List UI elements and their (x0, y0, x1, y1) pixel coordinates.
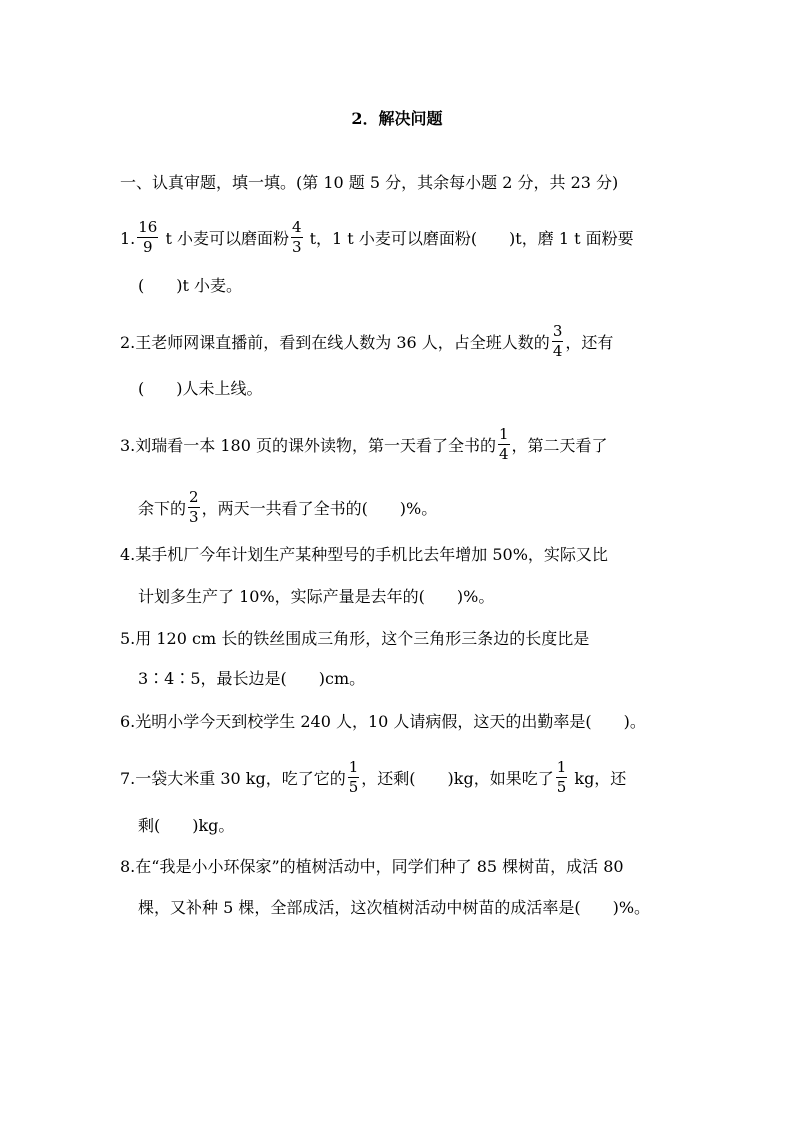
q7-text-b: ，还剩( )kg，如果吃了 (361, 769, 554, 788)
q2-fraction-denominator: 4 (552, 342, 563, 360)
question-5-line-1: 5.用 120 cm 长的铁丝围成三角形，这个三角形三条边的长度比是 (120, 629, 590, 648)
q2-fraction (552, 324, 564, 359)
q1-text-b: t 小麦可以磨面粉 (160, 229, 289, 248)
q7-text-a: 7.一袋大米重 30 kg，吃了它的 (120, 769, 346, 788)
q1-fraction-1 (137, 220, 158, 255)
q7-fraction-2-numerator: 1 (556, 758, 567, 776)
q3-fraction-1-numerator: 1 (498, 425, 509, 443)
question-4-line-1: 4.某手机厂今年计划生产某种型号的手机比去年增加 50%，实际又比 (120, 545, 608, 564)
q3-fraction-2-denominator: 3 (189, 508, 199, 526)
q3-text-a: 3.刘瑞看一本 180 页的课外读物，第一天看了全书的 (120, 436, 496, 455)
question-6-line-1: 6.光明小学今天到校学生 240 人，10 人请病假，这天的出勤率是( )。 (120, 712, 646, 731)
q3-fraction-2-numerator: 2 (189, 488, 199, 506)
q3-text-b: ，第二天看了 (511, 436, 608, 455)
q1-text-a: 1. (120, 229, 136, 248)
q2-text-a: 2.王老师网课直播前，看到在线人数为 36 人，占全班人数的 (120, 333, 550, 352)
question-3-line-2 (138, 488, 438, 526)
q1-fraction-1-denominator: 9 (143, 238, 153, 256)
question-1-line-2: ( )t 小麦。 (138, 276, 243, 295)
section-heading: 一、认真审题，填一填。(第 10 题 5 分，其余每小题 2 分，共 23 分) (120, 173, 619, 192)
q7-text-c: kg，还 (569, 769, 627, 788)
question-7-line-1 (120, 758, 627, 796)
question-8-line-1: 8.在“我是小小环保家”的植树活动中，同学们种了 85 棵树苗，成活 80 (120, 857, 624, 876)
q7-fraction-1-numerator: 1 (348, 758, 359, 776)
page-title: 2．解决问题 (351, 109, 443, 128)
q7-fraction-2 (556, 760, 568, 795)
question-7-line-2: 剩( )kg。 (138, 816, 235, 835)
q7-fraction-1 (348, 760, 360, 795)
q3-line2-text-a: 余下的 (138, 499, 187, 518)
q2-text-b: ，还有 (565, 333, 614, 352)
q1-fraction-2-denominator: 3 (291, 238, 302, 256)
q1-text-c: t，1 t 小麦可以磨面粉( )t，磨 1 t 面粉要 (304, 229, 634, 248)
q3-fraction-1-denominator: 4 (498, 445, 509, 463)
question-2-line-1 (120, 322, 614, 360)
q3-line2-text-b: ，两天一共看了全书的( )%。 (201, 499, 438, 518)
question-2-line-2: ( )人未上线。 (138, 379, 263, 398)
q2-fraction-numerator: 3 (552, 322, 563, 340)
q7-fraction-2-denominator: 5 (556, 778, 567, 796)
question-8-line-2: 棵，又补种 5 棵，全部成活，这次植树活动中树苗的成活率是( )%。 (138, 898, 651, 917)
q1-fraction-2 (291, 220, 303, 255)
q1-fraction-2-numerator: 4 (291, 218, 302, 236)
question-4-line-2: 计划多生产了 10%，实际产量是去年的( )%。 (138, 587, 495, 606)
q7-fraction-1-denominator: 5 (348, 778, 359, 796)
question-5-line-2: 3∶4∶5，最长边是( )cm。 (138, 669, 366, 688)
question-1-line-1 (120, 218, 634, 256)
question-3-line-1 (120, 425, 608, 463)
q3-fraction-2 (188, 490, 200, 525)
q3-fraction-1 (498, 427, 510, 462)
q1-fraction-1-numerator: 16 (138, 218, 158, 236)
